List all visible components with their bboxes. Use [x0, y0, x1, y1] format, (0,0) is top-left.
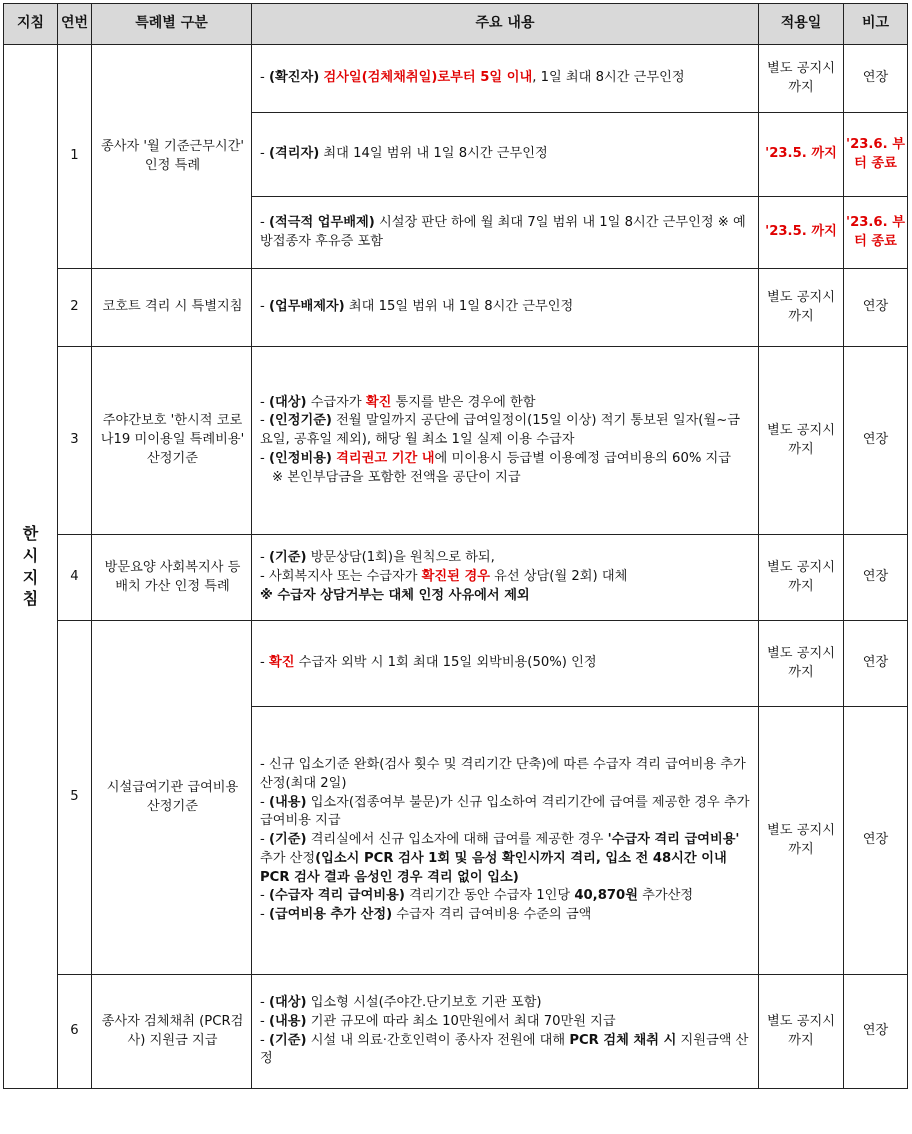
- row-content: - 확진 수급자 외박 시 1회 최대 15일 외박비용(50%) 인정: [252, 621, 759, 707]
- guideline-group-char: 지: [22, 567, 39, 587]
- row-number: 6: [58, 975, 92, 1089]
- header-guideline: 지침: [4, 4, 58, 45]
- row-number: 4: [58, 535, 92, 621]
- header-note: 비고: [844, 4, 908, 45]
- row-number: 2: [58, 269, 92, 347]
- note-cell: 연장: [844, 269, 908, 347]
- header-number: 연번: [58, 4, 92, 45]
- guideline-group-cell: [4, 45, 58, 1089]
- apply-date: 별도 공지시 까지: [759, 347, 844, 535]
- table-header-row: [4, 4, 908, 45]
- apply-date: 별도 공지시 까지: [759, 975, 844, 1089]
- table-row: [4, 269, 908, 347]
- row-content: - (적극적 업무배제) 시설장 판단 하에 월 최대 7일 범위 내 1일 8시간 근무인정 ※ 예방접종자 후유증 포함: [252, 197, 759, 269]
- row-category: 방문요양 사회복지사 등 배치 가산 인정 특례: [92, 535, 252, 621]
- guideline-table: [3, 3, 908, 1089]
- note-cell: 연장: [844, 535, 908, 621]
- note-cell: 연장: [844, 975, 908, 1089]
- note-cell: 연장: [844, 347, 908, 535]
- note-cell: 연장: [844, 45, 908, 113]
- row-content: - (대상) 입소형 시설(주야간.단기보호 기관 포함) - (내용) 기관 규모에 따라 최소 10만원에서 최대 70만원 지급 - (기준) 시설 내 의료·간호인력이 종사자 전원에 대해 PCR 검체 채취 시 지원금액 산정: [252, 975, 759, 1089]
- table-row: [4, 975, 908, 1089]
- highlight-text: 확진: [268, 655, 295, 671]
- apply-date: '23.5. 까지: [759, 197, 844, 269]
- row-content: - 신규 입소기준 완화(검사 횟수 및 격리기간 단축)에 따른 수급자 격리 급여비용 추가산정(최대 2일) - (내용) 입소자(접종여부 불문)가 신규 입소하여 격리기간에 급여를 제공한 경우 추가 급여비용 지급 - (기준) 격리실에서 신규 입소자에 대해 급여를 제공한 경우 '수급자 격리 급여비용' 추가 산정(입소시 PCR 검사 1회 및 음성 확인시까지 격리, 입소 전 48시간 이내 PCR 검사 결과 음성인 경우 격리 없이 입소) - (수급자 격리 급여비용) 격리기간 동안 수급자 1인당 40,870원 추가산정 - (급여비용 추가 산정) 수급자 격리 급여비용 수준의 금액: [252, 707, 759, 975]
- apply-date: 별도 공지시 까지: [759, 707, 844, 975]
- apply-date: 별도 공지시 까지: [759, 535, 844, 621]
- row-content: - (대상) 수급자가 확진 통지를 받은 경우에 한함 - (인정기준) 전월 말일까지 공단에 급여일정이(15일 이상) 적기 통보된 일자(월~금요일, 공휴일 제외), 해당 월 최소 1일 실제 이용 수급자 - (인정비용) 격리권고 기간 내에 미이용시 등급별 이용예정 급여비용의 60% 지급 ※ 본인부담금을 포함한 전액을 공단이 지급: [252, 347, 759, 535]
- header-apply-date: 적용일: [759, 4, 844, 45]
- row-number: 1: [58, 45, 92, 269]
- note-cell: '23.6. 부터 종료: [844, 113, 908, 197]
- row-category: 시설급여기관 급여비용 산정기준: [92, 621, 252, 975]
- table-row: [4, 347, 908, 535]
- row-content: - (기준) 방문상담(1회)을 원칙으로 하되, - 사회복지사 또는 수급자가 확진된 경우 유선 상담(월 2회) 대체 ※ 수급자 상담거부는 대체 인정 사유에서 제외: [252, 535, 759, 621]
- highlight-text: 검사일(검체채취일)로부터 5일 이내: [323, 70, 533, 86]
- note-cell: 연장: [844, 621, 908, 707]
- row-content: - (격리자) 최대 14일 범위 내 1일 8시간 근무인정: [252, 113, 759, 197]
- row-content: - (확진자) 검사일(검체채취일)로부터 5일 이내, 1일 최대 8시간 근무인정: [252, 45, 759, 113]
- note-cell: '23.6. 부터 종료: [844, 197, 908, 269]
- row-category: 종사자 '월 기준근무시간' 인정 특례: [92, 45, 252, 269]
- guideline-group-char: 한: [22, 524, 39, 544]
- highlight-text: 확진: [365, 394, 392, 410]
- guideline-group-char: 침: [22, 589, 39, 609]
- guideline-group-char: 시: [22, 545, 39, 565]
- row-number: 3: [58, 347, 92, 535]
- row-number: 5: [58, 621, 92, 975]
- note-cell: 연장: [844, 707, 908, 975]
- row-category: 주야간보호 '한시적 코로나19 미이용일 특례비용' 산정기준: [92, 347, 252, 535]
- highlight-text: 확진된 경우: [421, 569, 490, 585]
- apply-date: 별도 공지시 까지: [759, 269, 844, 347]
- highlight-text: 격리권고 기간 내: [336, 450, 435, 466]
- table-row: [4, 621, 908, 707]
- row-content: - (업무배제자) 최대 15일 범위 내 1일 8시간 근무인정: [252, 269, 759, 347]
- row-category: 종사자 검체채취 (PCR검사) 지원금 지급: [92, 975, 252, 1089]
- row-category: 코호트 격리 시 특별지침: [92, 269, 252, 347]
- apply-date: 별도 공지시 까지: [759, 621, 844, 707]
- apply-date: 별도 공지시 까지: [759, 45, 844, 113]
- header-category: 특례별 구분: [92, 4, 252, 45]
- table-row: [4, 45, 908, 113]
- apply-date: '23.5. 까지: [759, 113, 844, 197]
- table-row: [4, 535, 908, 621]
- header-main-content: 주요 내용: [252, 4, 759, 45]
